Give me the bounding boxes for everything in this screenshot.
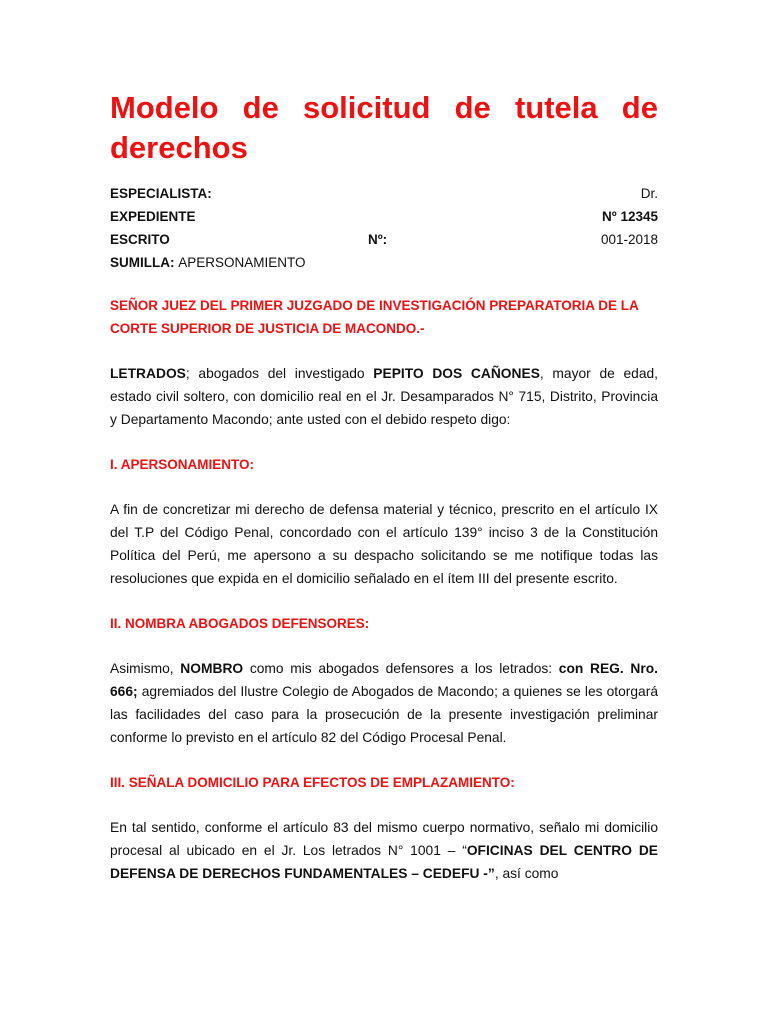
section-3-heading: III. SEÑALA DOMICILIO PARA EFECTOS DE EMPLAZAMIENTO: [110,775,515,790]
section-2-paragraph [110,657,658,749]
escrito-row [110,228,658,251]
section-1-paragraph: A fin de concretizar mi derecho de defensa material y técnico, prescrito en el artículo IX del T.P del Código Penal, concordado con el artículo 139° inciso 3 de la Constitución Política del Perú, me apersono a su despacho solicitando se me notifique todas las resoluciones que expida en el domicilio señalado en el ítem III del presente escrito. [110,502,658,586]
intro-bold-letrados: LETRADOS [110,366,186,381]
addressee: SEÑOR JUEZ DEL PRIMER JUZGADO DE INVESTIGACIÓN PREPARATORIA DE LA CORTE SUPERIOR DE JUSTICIA DE MACONDO.- [110,298,639,336]
document-title-line-1: Modelo de solicitud de tutela de [110,90,658,125]
intro-text-2: , mayor de edad, estado civil soltero, con domicilio real en el Jr. Desamparados N° 715, Distrito, Provincia y Departamento Macondo; ante usted con el debido respeto digo: [110,366,658,427]
escrito-label: ESCRITO [110,232,170,247]
especialista-label: ESPECIALISTA: [110,186,212,201]
section-2-text-3: agremiados del Ilustre Colegio de Abogados de Macondo; a quienes se les otorgará las facilidades del caso para la prosecución de la presente investigación preliminar conforme lo previsto en el artículo 82 del Código Procesal Penal. [110,684,658,745]
intro-text-1: ; abogados del investigado [185,366,374,381]
section-3-text-2: , así como [494,866,559,881]
sumilla-value: APERSONAMIENTO [178,255,306,270]
expediente-number: Nº 12345 [602,209,658,224]
expediente-value [602,205,658,228]
intro-paragraph [110,362,658,431]
section-3-bold-office: OFICINAS DEL CENTRO DE DEFENSA DE DERECHOS FUNDAMENTALES – CEDEFU -” [110,843,658,881]
intro-bold-name: PEPITO DOS CAÑONES [373,366,540,381]
document-title [110,88,658,168]
section-3-paragraph [110,816,658,885]
sumilla [110,251,306,274]
section-2-text-1: Asimismo, [110,661,181,676]
sumilla-label: SUMILLA: [110,255,175,270]
expediente-row [110,205,658,228]
section-3-text-1: En tal sentido, conforme el artículo 83 del mismo cuerpo normativo, señalo mi domicilio procesal al ubicado en el Jr. Los letrados N° 1001 – “ [110,820,658,858]
expediente-label: EXPEDIENTE [110,209,196,224]
section-1-heading: I. APERSONAMIENTO: [110,457,255,472]
section-2-text-2: como mis abogados defensores a los letrados: [243,661,559,676]
especialista-row [110,182,658,205]
case-header [110,182,658,274]
section-2-bold-nombro: NOMBRO [180,661,244,676]
section-2-heading: II. NOMBRA ABOGADOS DEFENSORES: [110,616,370,631]
escrito-number-label: Nº: [368,232,388,247]
document-title-line-2: derechos [110,130,248,165]
escrito-value: 001-2018 [600,232,658,247]
especialista-value: Dr. [640,186,658,201]
section-2-bold-reg: con REG. Nro. 666; [110,661,658,699]
sumilla-row [110,251,658,274]
document-page [110,88,658,885]
